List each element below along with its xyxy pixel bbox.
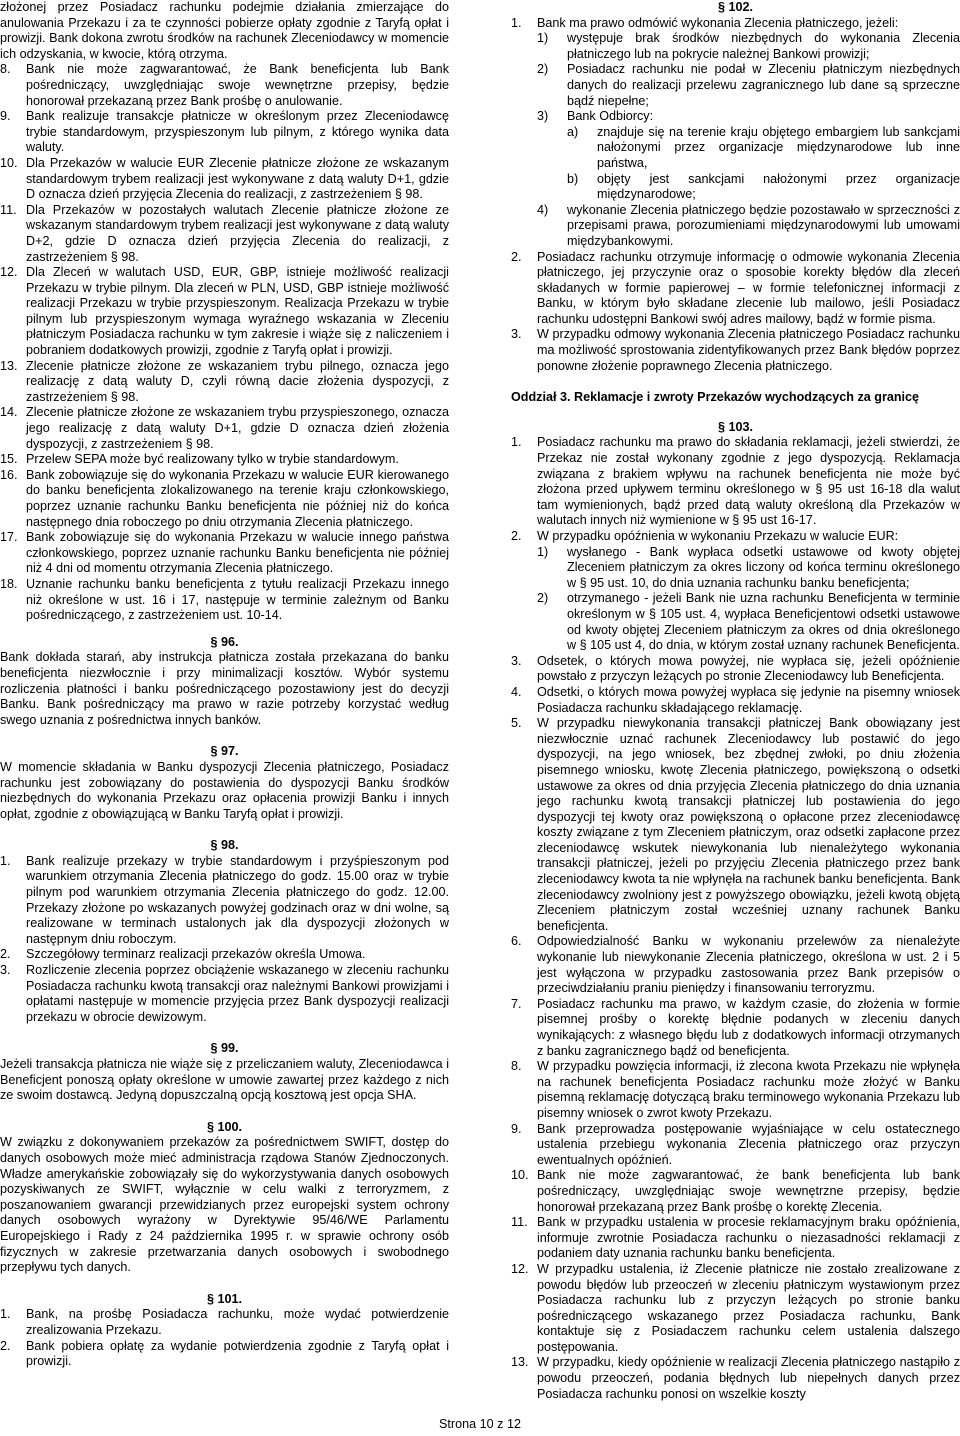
list-item — [511, 654, 960, 685]
sub-sub-list-item — [537, 172, 960, 203]
sub-list-item — [537, 31, 960, 62]
item-number: a) — [567, 124, 579, 139]
item-number: 11. — [0, 202, 17, 217]
list-item — [511, 716, 960, 934]
list-item — [0, 530, 449, 577]
list-item — [0, 452, 449, 468]
item-number: 7. — [511, 996, 522, 1011]
item-text: Posiadacz rachunku ma prawo, w każdym czasie, do złożenia w formie pisemnej prośby o korektę błędnie podanych w zleceniu danych wynikających: z własnego błędu lub z dodatkowych informacji otrzymanych z banku zagranicznego bądź od beneficjenta. — [537, 996, 960, 1058]
heading-99: § 99. — [210, 1041, 239, 1056]
section-98-list — [0, 854, 449, 1026]
section-102-list — [511, 250, 960, 375]
item-number: 4) — [537, 202, 549, 217]
list-item — [0, 963, 449, 1025]
item-number: 8. — [0, 62, 11, 77]
item-text: Bank przeprowadza postępowanie wyjaśniające w celu ostatecznego ustalenia przebiegu wykonania Zlecenia płatniczego oraz przyczyn ewentualnych opóźnień. — [537, 1121, 960, 1167]
list-item — [511, 1122, 960, 1169]
sub-list-item — [537, 591, 960, 653]
section-101-list — [0, 1307, 449, 1369]
list-item — [511, 250, 960, 328]
sub-list-item — [537, 62, 960, 109]
list-item — [511, 934, 960, 996]
list-item — [0, 1339, 449, 1370]
item-number: 8. — [511, 1059, 522, 1074]
item-text: Szczegółowy terminarz realizacji przekazów określa Umowa. — [26, 947, 366, 962]
item-number: 1. — [511, 435, 522, 450]
heading-96: § 96. — [210, 634, 239, 649]
section-103-list-b — [511, 654, 960, 1403]
item-text: Bank realizuje przekazy w trybie standardowym i przyśpieszonym pod warunkiem otrzymania Zlecenia płatniczego do godz. 15.00 oraz w trybie pilnym pod warunkiem otrzymania Zlecenia płatniczego do godz. 12.00. Przekazy złożone po wskazanych powyżej godzinach oraz w dni wolne, są realizowane w terminach ustalonych jak dla dyspozycji złożonych w następnym dniu roboczym. — [26, 853, 449, 946]
list-item — [0, 468, 449, 530]
right-column — [511, 0, 960, 1402]
list-item — [511, 1168, 960, 1215]
item-text: Bank Odbiorcy: — [567, 109, 654, 124]
item-text: W przypadku niewykonania transakcji płatniczej Bank obowiązany jest niezwłocznie uznać rachunek Zleceniodawcy lub postawić do jego dyspozycji, na jego wniosek, bez zbędnej zwłoki, po dniu złożenia pisemnego wniosku, kwotę Zlecenia płatniczego, powiększoną o odsetki ustawowe za okres od dnia przyjęcia Zlecenia płatniczego do dnia uznania jego rachunku kwotą transakcji płatniczej lub postawienia do jego dyspozycji tej kwoty oraz powiększoną o opłacone przez zleceniodawcę koszty związane z tym Zleceniem płatniczym, oraz odsetki zapłacone przez zleceniodawcę wskutek niewykonania lub nienależytego wykonania transakcji płatniczej, jeżeli po przyjęciu Zlecenia płatniczego przez bank zleceniodawcy kwota ta nie wpłynęła na rachunek banku beneficjenta. Bank zleceniodawcy zwolniony jest z powyższego obowiązku, jeżeli kwotą objętą Zleceniem płatniczym został wcześniej uznany rachunek Banku beneficjenta. — [537, 716, 960, 933]
list-item — [511, 1262, 960, 1356]
list-item — [511, 685, 960, 716]
item-number: b) — [567, 171, 579, 186]
list-item — [0, 359, 449, 406]
list-item — [0, 1307, 449, 1338]
item-number: 12. — [511, 1261, 529, 1276]
item-text: Odsetki, o których mowa powyżej wypłaca się jedynie na pisemny wniosek Posiadacza rachunku składającego reklamację. — [537, 684, 960, 715]
item-number: 16. — [0, 467, 18, 482]
heading-100: § 100. — [206, 1119, 242, 1134]
item-text: W przypadku powzięcia informacji, iż zlecona kwota Przekazu nie wpłynęła na rachunek beneficjenta Posiadacz rachunku może złożyć w Banku pisemną reklamację dotyczącą braku terminowego wykonania Przekazu lub pisemny wniosek o zwrot kwoty Przekazu. — [537, 1059, 960, 1120]
paragraph-96: Bank dokłada starań, aby instrukcja płatnicza została przekazana do banku beneficjenta niezwłocznie i przy minimalizacji kosztów. Wybór systemu rozliczenia płatności i banku pośredniczącego pozostawiony jest do decyzji Banku. Bank pośredniczący ma prawo w razie potrzeby korzystać według swego uznania z pośrednictwa innych banków. — [0, 650, 449, 727]
list-item — [0, 405, 449, 452]
item-number: 2. — [0, 947, 11, 962]
section-102-sublist — [511, 31, 960, 249]
item-number: 1) — [537, 544, 549, 559]
sub-list-item — [537, 109, 960, 125]
item-text: Bank nie może zagwarantować, że bank beneficjenta lub bank pośredniczący, uwzględniając swoje wewnętrzne przepisy, będzie honorował przekazaną przez Bank prośbę o korektę Zlecenia. — [537, 1168, 960, 1214]
item-text: Przelew SEPA może być realizowany tylko w trybie standardowym. — [26, 452, 399, 467]
list-item — [511, 435, 960, 529]
item-text: Bank, na prośbę Posiadacza rachunku, może wydać potwierdzenie zrealizowania Przekazu. — [26, 1307, 449, 1337]
item-text: Bank realizuje transakcje płatnicze w określonym przez Zleceniodawcę trybie standardowym, przyspieszonym lub pilnym, z którego wynika data waluty. — [26, 109, 449, 155]
item-number: 11. — [511, 1215, 528, 1230]
item-102-1-lead: Bank ma prawo odmówić wykonania Zlecenia płatniczego, jeżeli: — [537, 15, 899, 30]
list-item — [511, 1215, 960, 1262]
item-number: 3. — [0, 963, 11, 978]
heading-103: § 103. — [717, 419, 753, 434]
list-item — [511, 529, 960, 545]
item-text: Posiadacz rachunku otrzymuje informację o odmowie wykonania Zlecenia płatniczego, jej przyczynie oraz o sposobie korekty błędów dla zleceń składanych w formie papierowej – w formie telefonicznej informacji z Banku, w którym było składane zlecenie lub mailowo, jeśli Posiadacz rachunku udostępni Bankowi swój adres mailowy, bądź w formie pisma. — [537, 249, 960, 326]
list-item — [511, 997, 960, 1059]
paragraph-99: Jeżeli transakcja płatnicza nie wiąże się z przeliczaniem waluty, Zleceniodawca i Beneficjent ponoszą opłaty określone w umowie zawartej przez każdego z nich ze swoim dostawcą. Jedyną dopuszczalną opcją kosztową jest opcja SHA. — [0, 1057, 449, 1103]
section-3-title: Oddział 3. Reklamacje i zwroty Przekazów wychodzących za granicę — [511, 390, 920, 405]
sub-list-item — [537, 545, 960, 592]
item-text: otrzymanego - jeżeli Bank nie uzna rachunku Beneficjenta w terminie określonym w § 105 ust. 4, wypłaca Beneficjentowi odsetki ustawowe od kwoty objętej Zleceniem płatniczym za okres od dnia określonego w § 105 ust 4, do dnia, w którym został uznany rachunek Beneficjenta. — [567, 591, 960, 653]
item-number: 18. — [0, 576, 18, 591]
item-text: Bank zobowiązuje się do wykonania Przekazu w walucie innego państwa członkowskiego, poprzez uznanie rachunku Banku beneficjenta nie później niż 4 dni od momentu otrzymania Zlecenia płatniczego. — [26, 530, 449, 576]
item-number: 4. — [511, 684, 522, 699]
item-text: W przypadku odmowy wykonania Zlecenia płatniczego Posiadacz rachunku ma możliwość sprostowania zidentyfikowanych przez Bank błędów poprzez ponowne złożenie poprawnego Zlecenia płatniczego. — [537, 327, 960, 373]
list-item — [511, 1355, 960, 1402]
item-text: Uznanie rachunku banku beneficjenta z tytułu realizacji Przekazu innego niż określone w ust. 16 i 17, następuje w terminie zależnym od Banku pośredniczącego, z zastrzeżeniem ust. 10-14. — [26, 576, 449, 623]
item-text: występuje brak środków niezbędnych do wykonania Zlecenia płatniczego lub na pokrycie należnej Bankowi prowizji; — [567, 31, 960, 61]
item-text: Dla Przekazów w pozostałych walutach Zlecenie płatnicze złożone ze wskazanym standardowym trybem realizacji jest wykonywane z datą waluty D+2, gdzie D oznacza dzień przyjęcia Zlecenia do realizacji, z zastrzeżeniem § 98. — [26, 202, 449, 264]
list-item — [0, 265, 449, 359]
list-item — [0, 62, 449, 109]
item-number: 12. — [0, 265, 18, 280]
heading-98: § 98. — [210, 838, 239, 853]
sub-sub-list-item — [537, 125, 960, 172]
paragraph-100: W związku z dokonywaniem przekazów za pośrednictwem SWIFT, dostęp do danych osobowych może mieć administracja rządowa Stanów Zjednoczonych. Władze amerykańskie zobowiązały się do wykorzystywania danych osobowych pozyskiwanych ze SWIFT, wyłącznie w celu walki z terroryzmem, z poszanowaniem gwarancji przewidzianych przez europejski system ochrony danych osobowych wyrażony w Dyrektywie 95/46/WE Parlamentu Europejskiego i Rady z 24 października 1995 r. w sprawie ochrony osób fizycznych w zakresie przetwarzania danych osobowych i swobodnego przepływu tych danych. — [0, 1135, 449, 1275]
item-number: 15. — [0, 452, 18, 467]
item-number: 2) — [537, 591, 549, 606]
intro-paragraph: złożonej przez Posiadacz rachunku podejmie działania zmierzające do anulowania Przekazu i za te czynności pobierze opłaty zgodnie z Taryfą opłat i prowizji. Bank dokona zwrotu środków na rachunek Zleceniodawcy w momencie ich odzyskania, w kwocie, którą otrzyma. — [0, 0, 449, 61]
section-103-list-a — [511, 435, 960, 544]
sub-list-item — [537, 203, 960, 250]
item-number: 9. — [0, 109, 11, 124]
list-item — [0, 854, 449, 948]
page-number: Strona 10 z 12 — [439, 1417, 521, 1431]
item-number: 13. — [0, 358, 18, 373]
heading-101: § 101. — [206, 1291, 242, 1306]
list-item — [0, 947, 449, 963]
item-number: 5. — [511, 716, 522, 731]
item-text: Dla Zleceń w walutach USD, EUR, GBP, istnieje możliwość realizacji Przekazu w trybie pilnym. Dla zleceń w PLN, USD, GBP istnieje możliwość realizacji Przekazu w trybie przyspieszonym. Realizacja Przekazu w trybie pilnym lub przyspieszonym wymaga wyraźnego wskazania w Zleceniu płatniczym Posiadacza rachunku w tym zakresie i wiąże się z naliczeniem i pobraniem dodatkowych prowizji, zgodnie z Taryfą opłat i prowizji. — [26, 265, 449, 358]
list-item — [511, 1059, 960, 1121]
item-text: W przypadku, kiedy opóźnienie w realizacji Zlecenia płatniczego nastąpiło z powodu przeoczeń, podania błędnych lub niepełnych danych przez Posiadacza rachunku ponosi on wszelkie koszty — [537, 1355, 960, 1401]
item-number: 2. — [0, 1338, 11, 1353]
item-text: Rozliczenie zlecenia poprzez obciążenie wskazanego w zleceniu rachunku Posiadacza rachunku kwotą transakcji oraz należnymi Bankowi prowizjami i opłatami następuje w momencie przyjęcia przez Bank dyspozycji realizacji przekazu w obrocie dewizowym. — [26, 963, 449, 1024]
list-item — [0, 577, 449, 624]
item-text: Zlecenie płatnicze złożone ze wskazaniem trybu pilnego, oznacza jego realizację z datą waluty D, czyli równą dacie złożenia dyspozycji, z zastrzeżeniem § 98. — [26, 358, 449, 404]
list-item — [511, 327, 960, 374]
item-text: W przypadku opóźnienia w wykonaniu Przekazu w walucie EUR: — [537, 529, 899, 543]
list-item — [0, 203, 449, 265]
item-number: 2. — [511, 249, 522, 264]
item-text: Zlecenie płatnicze złożone ze wskazaniem trybu przyspieszonego, oznacza jego realizację z datą waluty D+1, gdzie D oznacza dzień złożenia dyspozycji, z zastrzeżeniem § 98. — [26, 405, 449, 451]
item-number: 3) — [537, 109, 549, 124]
item-number: 1) — [537, 31, 549, 46]
item-number: 6. — [511, 934, 522, 949]
item-number: 14. — [0, 405, 18, 420]
item-number: 1. — [0, 1307, 11, 1322]
item-text: Odsetek, o których mowa powyżej, nie wypłaca się, jeżeli opóźnienie powstało z przyczyn leżących po stronie Zleceniodawcy lub Beneficjenta. — [537, 653, 960, 684]
item-text: W przypadku ustalenia, iż Zlecenie płatnicze nie zostało zrealizowane z powodu błędów lub przeoczeń w zleceniu płatniczym wystawionym przez Posiadacza rachunku lub z przyczyn leżących po stronie banku pośredniczącego wskazanego przez Posiadacza rachunku, Bank kontaktuje się z Posiadaczem rachunku celem ustalenia dalszego postępowania. — [537, 1261, 960, 1354]
paragraph-97: W momencie składania w Banku dyspozycji Zlecenia płatniczego, Posiadacz rachunku jest zobowiązany do postawienia do dyspozycji Banku środków niezbędnych do wykonania Przekazu oraz opłacenia prowizji Banku i innych opłat, zgodnie z obowiązującą w Banku Taryfą opłat i prowizji. — [0, 759, 449, 821]
item-text: wysłanego - Bank wypłaca odsetki ustawowe od kwoty objętej Zleceniem płatniczym za okres liczony od końca terminu określonego w § 95 ust. 10, do dnia uznania rachunku banku beneficjenta; — [567, 544, 960, 590]
item-text: Bank w przypadku ustalenia w procesie reklamacyjnym braku opóźnienia, informuje zwrotnie Posiadacza rachunku o niezasadności reklamacji z podaniem daty uznania rachunku banku beneficjenta. — [537, 1215, 960, 1261]
section-95-list — [0, 62, 449, 623]
item-number: 2. — [511, 529, 522, 543]
item-number: 17. — [0, 530, 18, 545]
item-text: wykonanie Zlecenia płatniczego będzie pozostawało w sprzeczności z przepisami prawa, porozumieniami międzynarodowymi lub umowami międzybankowymi. — [567, 202, 960, 248]
item-number: 9. — [511, 1121, 522, 1136]
item-text: Odpowiedzialność Banku w wykonaniu przelewów za nienależyte wykonanie lub niewykonanie Zlecenia płatniczego, określona w ust. 2 i 5 jest wyłączona w przypadku zastosowania przez Bank przepisów o przeciwdziałaniu praniu pieniędzy i finansowaniu terroryzmu. — [537, 934, 960, 996]
item-number: 3. — [511, 327, 522, 342]
item-text: Bank pobiera opłatę za wydanie potwierdzenia zgodnie z Taryfą opłat i prowizji. — [26, 1338, 449, 1369]
list-item: 1. Bank ma prawo odmówić wykonania Zlecenia płatniczego, jeżeli: — [511, 16, 960, 32]
item-number: 3. — [511, 653, 522, 668]
item-text: Dla Przekazów w walucie EUR Zlecenie płatnicze złożone ze wskazanym standardowym trybem realizacji jest wykonywane z datą waluty D+1, gdzie D oznacza dzień przyjęcia Zlecenia do realizacji, z zastrzeżeniem § 98. — [26, 155, 449, 202]
item-text: Bank nie może zagwarantować, że Bank beneficjenta lub Bank pośredniczący, uwzględniając swoje wewnętrzne przepisy, będzie honorował przekazaną przez Bank prośbę o anulowanie. — [26, 62, 449, 108]
item-number: 10. — [0, 155, 18, 170]
section-103-sublist — [511, 545, 960, 654]
item-text: Posiadacz rachunku nie podał w Zleceniu płatniczym niezbędnych danych do realizacji przelewu zagranicznego lub dane są sprzeczne bądź niepełne; — [567, 62, 960, 108]
item-number: 10. — [511, 1168, 529, 1183]
heading-97: § 97. — [210, 744, 239, 759]
left-column — [0, 0, 449, 1370]
item-number: 2) — [537, 62, 549, 77]
item-text: znajduje się na terenie kraju objętego embargiem lub sankcjami nałożonymi przez organizacje międzynarodowe lub inne państwa, — [597, 124, 960, 170]
item-text: Posiadacz rachunku ma prawo do składania reklamacji, jeżeli stwierdzi, że Przekaz nie został wykonany zgodnie z jego dyspozycją. Reklamacja związana z brakiem wpływu na rachunek beneficjenta nie może być złożona przed upływem terminu określonego w § 95 ust 16-18 dla walut tam wymienionych, bądź przed datą waluty określoną dla Przekazów w walutach innych niż wymienione w § 95 ust 16-17. — [537, 435, 960, 528]
item-text: objęty jest sankcjami nałożonymi przez organizacje międzynarodowe; — [597, 171, 960, 202]
list-item — [0, 109, 449, 156]
heading-102: § 102. — [717, 0, 753, 14]
item-number: 1. — [0, 853, 11, 868]
list-item — [0, 156, 449, 203]
item-number: 13. — [511, 1355, 529, 1370]
item-text: Bank zobowiązuje się do wykonania Przekazu w walucie EUR kierowanego do banku beneficjenta zlokalizowanego na terenie kraju członkowskiego, poprzez uznanie rachunku Banku beneficjenta nie później niż do końca następnego dnia roboczego po dniu otrzymania Zlecenia płatniczego. — [26, 467, 449, 529]
